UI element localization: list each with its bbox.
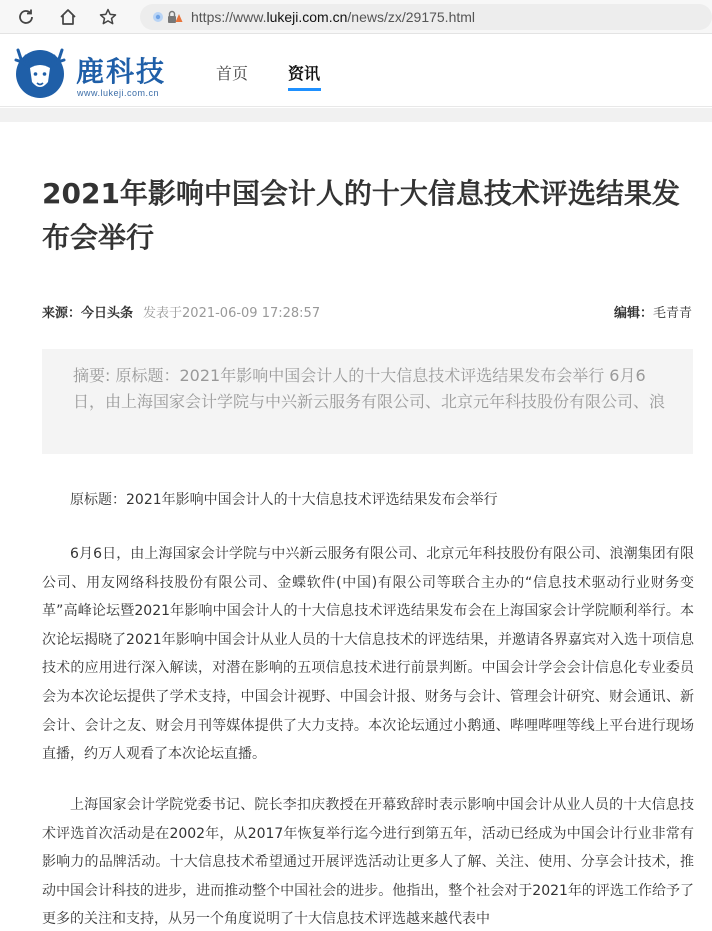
home-button[interactable] <box>56 5 80 29</box>
address-bar[interactable] <box>140 4 712 30</box>
logo-url: www.lukeji.com.cn <box>77 88 160 98</box>
article-paragraph: 原标题：2021年影响中国会计人的十大信息技术评选结果发布会举行 <box>70 492 498 508</box>
logo-name: 鹿科技 <box>76 55 167 88</box>
nav-home[interactable]: 首页 <box>216 64 249 83</box>
header-divider <box>0 108 712 122</box>
site-header <box>0 35 712 107</box>
bookmark-button[interactable] <box>96 5 120 29</box>
reload-button[interactable] <box>14 5 38 29</box>
article-meta <box>42 302 320 321</box>
article-editor <box>614 302 692 321</box>
source-link[interactable]: 今日头条 <box>81 306 134 321</box>
site-logo[interactable] <box>8 42 188 102</box>
star-icon <box>98 7 118 27</box>
url-text: https://www.lukeji.com.cn/news/zx/29175.html <box>191 9 476 25</box>
editor-name: 毛青青 <box>652 306 692 321</box>
article-summary: 摘要: 原标题：2021年影响中国会计人的十大信息技术评选结果发布会举行 6月6日，由上海国家会计学院与中兴新云服务有限公司、北京元年科技股份有限公司、浪 <box>42 349 693 454</box>
browser-toolbar <box>0 0 712 34</box>
home-icon <box>58 7 78 27</box>
lock-warning-icon <box>167 10 183 24</box>
editor-label: 编辑： <box>613 306 653 321</box>
reload-icon <box>16 7 36 27</box>
deer-logo-icon <box>8 42 72 102</box>
nav-active-indicator <box>288 88 321 91</box>
article-paragraph: 6月6日，由上海国家会计学院与中兴新云服务有限公司、北京元年科技股份有限公司、浪潮集团有限公司、用友网络科技股份有限公司、金蝶软件(中国)有限公司等联合主办的“信息技术驱动行业财务变革”高峰论坛暨2021年影响中国会计人的十大信息技术评选结果发布会在上海国家会计学院顺利举行。本次论坛揭晓了2021年影响中国会计从业人员的十大信息技术的评选结果，并邀请各界嘉宾对入选十项信息技术的应用进行深入解读，对潜在影响的五项信息技术进行前景判断。中国会计学会会计信息化专业委员会为本次论坛提供了学术支持，中国会计视野、中国会计报、财务与会计、管理会计研究、财会通讯、新会计、会计之友、财会月刊等媒体提供了大力支持。本次论坛通过小鹅通、哔哩哔哩等线上平台进行现场直播，约万人观看了本次论坛直播。 <box>42 546 694 763</box>
site-info-icon <box>152 11 164 23</box>
source-label: 来源： <box>42 306 82 321</box>
article-title: 2021年影响中国会计人的十大信息技术评选结果发布会举行 <box>42 177 680 254</box>
publish-date: 发表于2021-06-09 17:28:57 <box>143 306 321 321</box>
article-paragraph: 上海国家会计学院党委书记、院长李扣庆教授在开幕致辞时表示影响中国会计从业人员的十大信息技术评选首次活动是在2002年，从2017年恢复举行迄今进行到第五年，活动已经成为中国会计行业非常有影响力的品牌活动。十大信息技术希望通过开展评选活动让更多人了解、关注、使用、分享会计技术，推动中国会计科技的进步，进而推动整个中国社会的进步。他指出，整个社会对于2021年的评选工作给予了更多的关注和支持，从另一个角度说明了十大信息技术评选越来越代表中 <box>42 797 694 928</box>
nav-news[interactable]: 资讯 <box>288 64 321 83</box>
